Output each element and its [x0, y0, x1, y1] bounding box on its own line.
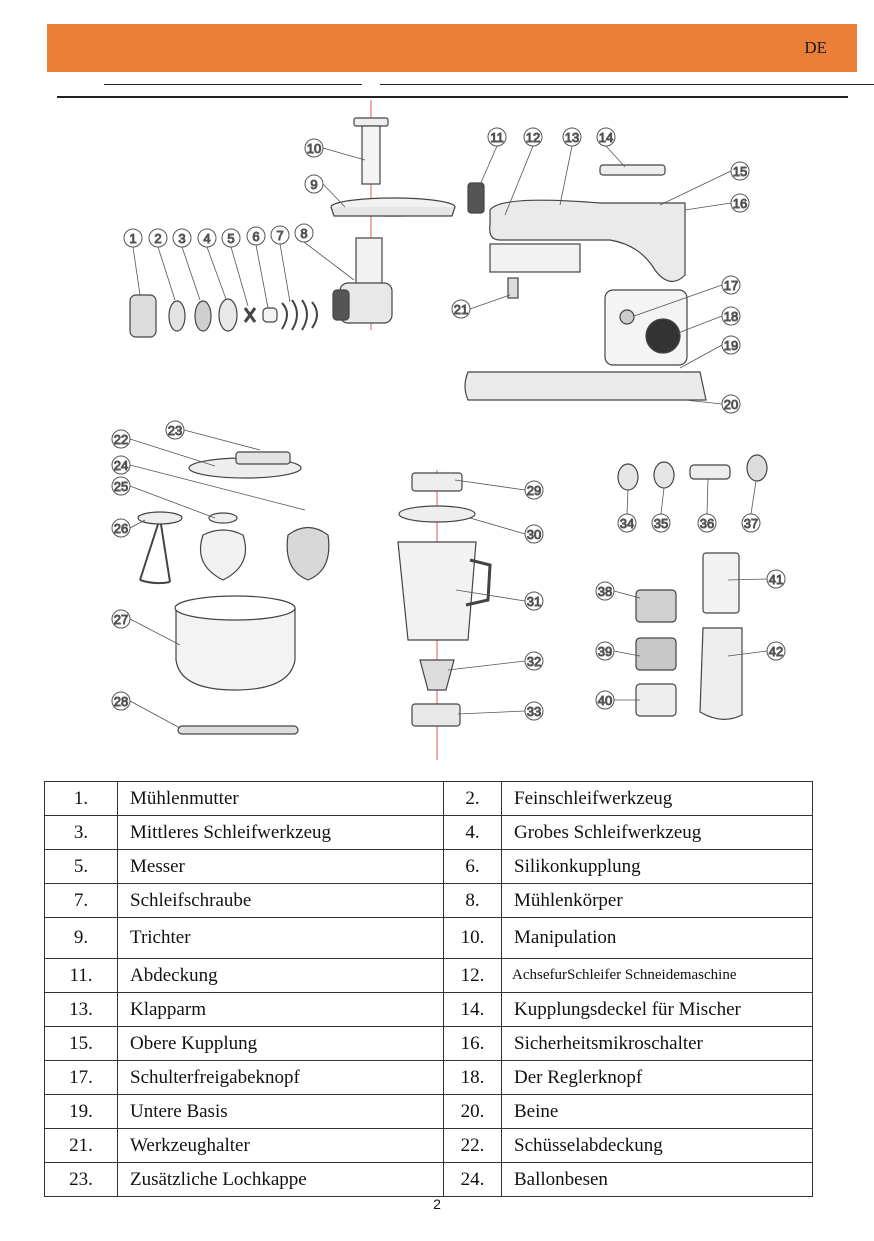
callout-10	[305, 139, 323, 157]
svg-text:40: 40	[597, 693, 613, 708]
callout-19	[722, 336, 740, 354]
part-name: Schleifschraube	[118, 884, 444, 918]
part-name: Schüsselabdeckung	[502, 1129, 813, 1163]
callout-41	[767, 570, 785, 588]
part-number: 19.	[45, 1095, 118, 1129]
svg-text:7: 7	[276, 228, 284, 243]
svg-text:42: 42	[768, 644, 784, 659]
svg-text:8: 8	[300, 226, 308, 241]
part-name: Ballonbesen	[502, 1163, 813, 1197]
table-row	[45, 993, 813, 1027]
part-name: Werkzeughalter	[118, 1129, 444, 1163]
part-number: 6.	[444, 850, 502, 884]
part-name: Zusätzliche Lochkappe	[118, 1163, 444, 1197]
svg-text:32: 32	[526, 654, 542, 669]
part-name: Sicherheitsmikroschalter	[502, 1027, 813, 1061]
grinder-body-part	[333, 238, 392, 323]
header-rule-left	[104, 84, 362, 85]
table-row	[45, 1061, 813, 1095]
svg-text:39: 39	[597, 644, 613, 659]
svg-text:17: 17	[723, 278, 739, 293]
callout-35	[652, 514, 670, 532]
callout-37	[742, 514, 760, 532]
part-number: 24.	[444, 1163, 502, 1197]
parts-list-table	[44, 781, 813, 1197]
part-name: Mittleres Schleifwerkzeug	[118, 816, 444, 850]
part-number: 13.	[45, 993, 118, 1027]
part-name: Klapparm	[118, 993, 444, 1027]
part-number: 12.	[444, 959, 502, 993]
svg-text:13: 13	[564, 130, 580, 145]
table-row	[45, 884, 813, 918]
part-name: Mühlenmutter	[118, 782, 444, 816]
table-row	[45, 918, 813, 959]
callout-40	[596, 691, 614, 709]
svg-text:22: 22	[113, 432, 129, 447]
hopper-tray-part	[331, 198, 455, 216]
part-name: Abdeckung	[118, 959, 444, 993]
svg-text:24: 24	[113, 458, 129, 473]
callout-14	[597, 128, 615, 146]
callout-20	[722, 395, 740, 413]
callout-11	[488, 128, 506, 146]
header-rule-right	[380, 84, 874, 85]
grinder-small-parts	[130, 295, 317, 337]
svg-text:28: 28	[113, 694, 129, 709]
svg-text:1: 1	[129, 231, 137, 246]
callout-21	[452, 300, 470, 318]
callout-25	[112, 477, 130, 495]
part-number: 10.	[444, 918, 502, 959]
part-number: 14.	[444, 993, 502, 1027]
svg-text:12: 12	[525, 130, 541, 145]
callout-28	[112, 692, 130, 710]
table-row	[45, 816, 813, 850]
callout-17	[722, 276, 740, 294]
callout-31	[525, 592, 543, 610]
svg-text:15: 15	[732, 164, 748, 179]
callout-24	[112, 456, 130, 474]
part-number: 16.	[444, 1027, 502, 1061]
svg-text:36: 36	[699, 516, 715, 531]
callout-12	[524, 128, 542, 146]
svg-text:6: 6	[252, 229, 260, 244]
table-row	[45, 1163, 813, 1197]
tamper-part	[354, 118, 388, 184]
table-row	[45, 850, 813, 884]
svg-text:25: 25	[113, 479, 129, 494]
part-name: Messer	[118, 850, 444, 884]
blender-parts	[398, 473, 490, 726]
part-number: 18.	[444, 1061, 502, 1095]
callout-5	[222, 229, 240, 247]
header-band	[47, 24, 857, 72]
part-name: Beine	[502, 1095, 813, 1129]
svg-text:2: 2	[154, 231, 162, 246]
part-number: 7.	[45, 884, 118, 918]
table-row	[45, 959, 813, 993]
callout-39	[596, 642, 614, 660]
callout-13	[563, 128, 581, 146]
part-number: 1.	[45, 782, 118, 816]
callout-27	[112, 610, 130, 628]
part-number: 15.	[45, 1027, 118, 1061]
svg-text:18: 18	[723, 309, 739, 324]
part-name: Untere Basis	[118, 1095, 444, 1129]
callout-38	[596, 582, 614, 600]
svg-text:38: 38	[597, 584, 613, 599]
svg-text:14: 14	[598, 130, 614, 145]
language-label: DE	[804, 38, 827, 57]
callout-23	[166, 421, 184, 439]
callout-26	[112, 519, 130, 537]
callout-30	[525, 525, 543, 543]
mixing-attachments	[138, 452, 329, 734]
part-name: Manipulation	[502, 918, 813, 959]
svg-text:37: 37	[743, 516, 759, 531]
svg-text:3: 3	[178, 231, 186, 246]
part-name: Grobes Schleifwerkzeug	[502, 816, 813, 850]
part-number: 8.	[444, 884, 502, 918]
slicer-parts	[618, 455, 767, 719]
exploded-parts-diagram	[0, 98, 874, 768]
part-number: 21.	[45, 1129, 118, 1163]
part-name: Kupplungsdeckel für Mischer	[502, 993, 813, 1027]
svg-text:19: 19	[723, 338, 739, 353]
svg-text:34: 34	[619, 516, 635, 531]
part-number: 3.	[45, 816, 118, 850]
part-name: AchsefurSchleifer Schneidemaschine	[502, 959, 813, 993]
part-name: Silikonkupplung	[502, 850, 813, 884]
callout-16	[731, 194, 749, 212]
svg-text:21: 21	[453, 302, 469, 317]
callout-4	[198, 229, 216, 247]
svg-text:4: 4	[203, 231, 211, 246]
part-number: 11.	[45, 959, 118, 993]
callout-9	[305, 175, 323, 193]
table-row	[45, 1095, 813, 1129]
svg-text:41: 41	[768, 572, 784, 587]
callout-6	[247, 227, 265, 245]
svg-text:31: 31	[526, 594, 542, 609]
svg-text:35: 35	[653, 516, 669, 531]
svg-text:30: 30	[526, 527, 542, 542]
part-number: 4.	[444, 816, 502, 850]
part-number: 2.	[444, 782, 502, 816]
svg-text:5: 5	[227, 231, 235, 246]
svg-text:9: 9	[310, 177, 318, 192]
part-number: 20.	[444, 1095, 502, 1129]
part-name: Der Reglerknopf	[502, 1061, 813, 1095]
callout-3	[173, 229, 191, 247]
part-name: Mühlenkörper	[502, 884, 813, 918]
callout-42	[767, 642, 785, 660]
part-name: Schulterfreigabeknopf	[118, 1061, 444, 1095]
part-number: 9.	[45, 918, 118, 959]
svg-text:20: 20	[723, 397, 739, 412]
svg-text:27: 27	[113, 612, 129, 627]
part-number: 17.	[45, 1061, 118, 1095]
callout-7	[271, 226, 289, 244]
callout-8	[295, 224, 313, 242]
callout-32	[525, 652, 543, 670]
part-name: Trichter	[118, 918, 444, 959]
svg-text:10: 10	[306, 141, 322, 156]
callout-18	[722, 307, 740, 325]
part-number: 22.	[444, 1129, 502, 1163]
callout-22	[112, 430, 130, 448]
callout-2	[149, 229, 167, 247]
svg-text:16: 16	[732, 196, 748, 211]
table-row	[45, 782, 813, 816]
callout-36	[698, 514, 716, 532]
callout-33	[525, 702, 543, 720]
part-number: 5.	[45, 850, 118, 884]
callout-29	[525, 481, 543, 499]
callout-15	[731, 162, 749, 180]
part-number: 23.	[45, 1163, 118, 1197]
part-name: Obere Kupplung	[118, 1027, 444, 1061]
part-name: Feinschleifwerkzeug	[502, 782, 813, 816]
table-row	[45, 1027, 813, 1061]
svg-text:23: 23	[167, 423, 183, 438]
page-number: 2	[433, 1196, 441, 1212]
svg-text:26: 26	[113, 521, 129, 536]
svg-text:33: 33	[526, 704, 542, 719]
table-row	[45, 1129, 813, 1163]
svg-text:29: 29	[526, 483, 542, 498]
callout-34	[618, 514, 636, 532]
callout-1	[124, 229, 142, 247]
svg-text:11: 11	[490, 130, 504, 145]
